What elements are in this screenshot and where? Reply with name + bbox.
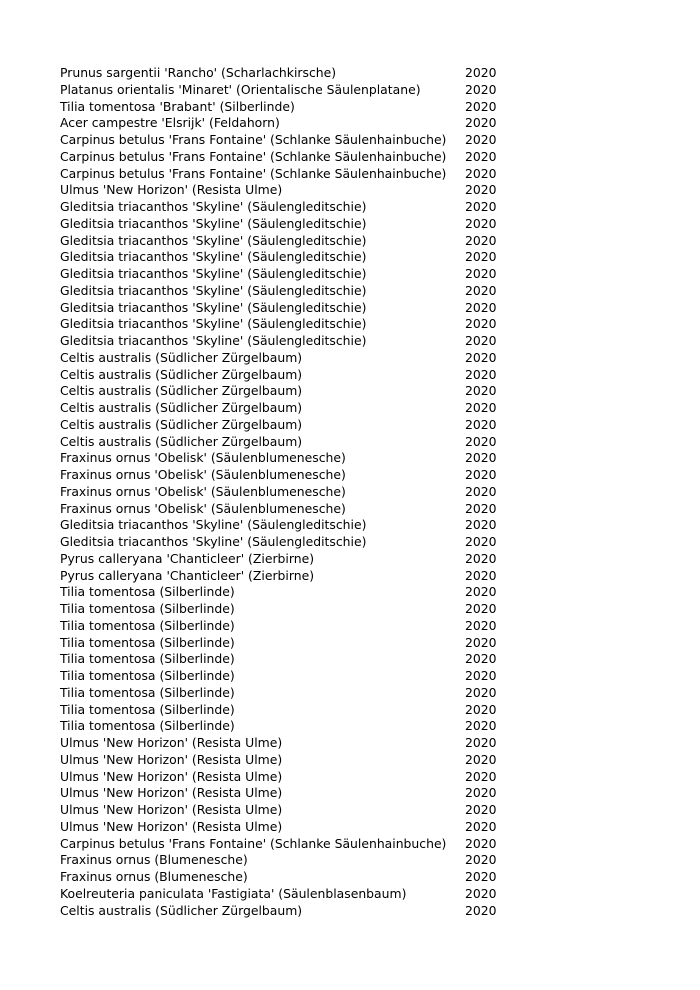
table-row xyxy=(60,434,500,451)
tree-species-name: Tilia tomentosa (Silberlinde) xyxy=(60,668,235,683)
planting-year: 2020 xyxy=(465,869,497,884)
tree-species-name: Gleditsia triacanthos 'Skyline' (Säulengleditschie) xyxy=(60,517,367,533)
table-row xyxy=(60,99,500,116)
table-row xyxy=(60,417,500,434)
planting-year: 2020 xyxy=(465,735,497,750)
tree-species-name: Gleditsia triacanthos 'Skyline' (Säulengleditschie) xyxy=(60,266,367,281)
tree-species-name: Pyrus calleryana 'Chanticleer' (Zierbirne) xyxy=(60,550,315,566)
table-row xyxy=(60,718,500,735)
table-row xyxy=(60,484,500,501)
tree-species-name: Fraxinus ornus (Blumenesche) xyxy=(60,852,248,868)
tree-species-name: Gleditsia triacanthos 'Skyline' (Säulengleditschie) xyxy=(60,299,367,315)
table-row xyxy=(60,584,500,601)
planting-year: 2020 xyxy=(465,802,497,817)
tree-species-name: Fraxinus ornus (Blumenesche) xyxy=(60,869,248,884)
planting-year: 2020 xyxy=(465,416,497,432)
table-row xyxy=(60,283,500,300)
tree-species-name: Ulmus 'New Horizon' (Resista Ulme) xyxy=(60,818,283,834)
table-row xyxy=(60,601,500,618)
planting-year: 2020 xyxy=(465,651,497,667)
table-row xyxy=(60,300,500,317)
tree-species-name: Platanus orientalis 'Minaret' (Orientalische Säulenplatane) xyxy=(60,81,421,97)
table-row xyxy=(60,819,500,836)
planting-year: 2020 xyxy=(465,785,497,801)
planting-year: 2020 xyxy=(465,299,497,315)
table-row xyxy=(60,266,500,283)
tree-species-name: Tilia tomentosa (Silberlinde) xyxy=(60,634,235,650)
table-row xyxy=(60,852,500,869)
table-row xyxy=(60,383,500,400)
table-row xyxy=(60,149,500,166)
table-row xyxy=(60,367,500,384)
tree-species-name: Gleditsia triacanthos 'Skyline' (Säulengleditschie) xyxy=(60,199,367,214)
planting-year: 2020 xyxy=(465,316,497,332)
table-row xyxy=(60,249,500,266)
tree-species-name: Celtis australis (Südlicher Zürgelbaum) xyxy=(60,416,303,432)
tree-species-name: Carpinus betulus 'Frans Fontaine' (Schlanke Säulenhainbuche) xyxy=(60,165,447,181)
planting-year: 2020 xyxy=(465,266,497,281)
tree-species-name: Fraxinus ornus 'Obelisk' (Säulenblumenesche) xyxy=(60,450,346,466)
tree-species-name: Ulmus 'New Horizon' (Resista Ulme) xyxy=(60,751,283,767)
tree-species-name: Tilia tomentosa (Silberlinde) xyxy=(60,584,235,600)
tree-species-name: Ulmus 'New Horizon' (Resista Ulme) xyxy=(60,785,283,801)
table-row xyxy=(60,467,500,484)
tree-species-name: Fraxinus ornus 'Obelisk' (Säulenblumenesche) xyxy=(60,483,346,499)
table-row xyxy=(60,115,500,132)
planting-year: 2020 xyxy=(465,718,497,734)
table-row xyxy=(60,333,500,350)
tree-species-name: Ulmus 'New Horizon' (Resista Ulme) xyxy=(60,735,283,750)
tree-species-name: Tilia tomentosa 'Brabant' (Silberlinde) xyxy=(60,98,295,114)
tree-species-name: Fraxinus ornus 'Obelisk' (Säulenblumenesche) xyxy=(60,500,346,516)
planting-year: 2020 xyxy=(465,684,497,700)
tree-species-name: Carpinus betulus 'Frans Fontaine' (Schlanke Säulenhainbuche) xyxy=(60,132,447,147)
table-row xyxy=(60,517,500,534)
planting-year: 2020 xyxy=(465,617,497,633)
planting-year: 2020 xyxy=(465,852,497,868)
tree-species-name: Celtis australis (Südlicher Zürgelbaum) xyxy=(60,902,303,918)
planting-year: 2020 xyxy=(465,701,497,717)
table-row xyxy=(60,216,500,233)
table-row xyxy=(60,903,500,920)
planting-year: 2020 xyxy=(465,148,497,164)
tree-species-name: Gleditsia triacanthos 'Skyline' (Säulengleditschie) xyxy=(60,282,367,298)
planting-year: 2020 xyxy=(465,232,497,248)
planting-year: 2020 xyxy=(465,550,497,566)
tree-species-name: Tilia tomentosa (Silberlinde) xyxy=(60,718,235,734)
table-row xyxy=(60,82,500,99)
tree-species-name: Pyrus calleryana 'Chanticleer' (Zierbirne) xyxy=(60,567,315,583)
tree-species-name: Ulmus 'New Horizon' (Resista Ulme) xyxy=(60,802,283,817)
planting-year: 2020 xyxy=(465,601,497,616)
tree-species-name: Koelreuteria paniculata 'Fastigiata' (Säulenblasenbaum) xyxy=(60,885,407,901)
planting-year: 2020 xyxy=(465,768,497,784)
table-row xyxy=(60,199,500,216)
tree-list xyxy=(60,65,500,919)
tree-species-name: Gleditsia triacanthos 'Skyline' (Säulengleditschie) xyxy=(60,316,367,332)
tree-species-name: Acer campestre 'Elsrijk' (Feldahorn) xyxy=(60,115,280,131)
planting-year: 2020 xyxy=(465,132,497,147)
tree-species-name: Celtis australis (Südlicher Zürgelbaum) xyxy=(60,383,303,399)
table-row xyxy=(60,551,500,568)
tree-species-name: Carpinus betulus 'Frans Fontaine' (Schlanke Säulenhainbuche) xyxy=(60,148,447,164)
planting-year: 2020 xyxy=(465,282,497,298)
tree-species-name: Tilia tomentosa (Silberlinde) xyxy=(60,617,235,633)
planting-year: 2020 xyxy=(465,668,497,683)
table-row xyxy=(60,132,500,149)
planting-year: 2020 xyxy=(465,115,497,131)
table-row xyxy=(60,702,500,719)
table-row xyxy=(60,233,500,250)
table-row xyxy=(60,166,500,183)
planting-year: 2020 xyxy=(465,98,497,114)
table-row xyxy=(60,568,500,585)
table-row xyxy=(60,316,500,333)
table-row xyxy=(60,350,500,367)
planting-year: 2020 xyxy=(465,249,497,265)
planting-year: 2020 xyxy=(465,500,497,516)
table-row xyxy=(60,501,500,518)
planting-year: 2020 xyxy=(465,383,497,399)
tree-species-name: Celtis australis (Südlicher Zürgelbaum) xyxy=(60,400,303,415)
planting-year: 2020 xyxy=(465,333,497,348)
table-row xyxy=(60,752,500,769)
tree-species-name: Gleditsia triacanthos 'Skyline' (Säulengleditschie) xyxy=(60,249,367,265)
tree-species-name: Celtis australis (Südlicher Zürgelbaum) xyxy=(60,349,303,365)
tree-species-name: Gleditsia triacanthos 'Skyline' (Säulengleditschie) xyxy=(60,534,367,549)
table-row xyxy=(60,450,500,467)
planting-year: 2020 xyxy=(465,751,497,767)
table-row xyxy=(60,802,500,819)
table-row xyxy=(60,668,500,685)
tree-species-name: Tilia tomentosa (Silberlinde) xyxy=(60,651,235,667)
planting-year: 2020 xyxy=(465,483,497,499)
table-row xyxy=(60,635,500,652)
table-row xyxy=(60,886,500,903)
table-row xyxy=(60,869,500,886)
tree-species-name: Celtis australis (Südlicher Zürgelbaum) xyxy=(60,433,303,449)
planting-year: 2020 xyxy=(465,534,497,549)
table-row xyxy=(60,65,500,82)
tree-species-name: Celtis australis (Südlicher Zürgelbaum) xyxy=(60,366,303,382)
tree-species-name: Ulmus 'New Horizon' (Resista Ulme) xyxy=(60,768,283,784)
table-row xyxy=(60,400,500,417)
planting-year: 2020 xyxy=(465,366,497,382)
planting-year: 2020 xyxy=(465,584,497,600)
planting-year: 2020 xyxy=(465,634,497,650)
planting-year: 2020 xyxy=(465,818,497,834)
planting-year: 2020 xyxy=(465,433,497,449)
tree-species-name: Tilia tomentosa (Silberlinde) xyxy=(60,684,235,700)
table-row xyxy=(60,769,500,786)
table-row xyxy=(60,685,500,702)
planting-year: 2020 xyxy=(465,199,497,214)
planting-year: 2020 xyxy=(465,885,497,901)
tree-species-name: Gleditsia triacanthos 'Skyline' (Säulengleditschie) xyxy=(60,333,367,348)
planting-year: 2020 xyxy=(465,835,497,851)
tree-species-name: Fraxinus ornus 'Obelisk' (Säulenblumenesche) xyxy=(60,467,346,482)
table-row xyxy=(60,836,500,853)
table-row xyxy=(60,182,500,199)
tree-species-name: Tilia tomentosa (Silberlinde) xyxy=(60,701,235,717)
table-row xyxy=(60,651,500,668)
planting-year: 2020 xyxy=(465,165,497,181)
planting-year: 2020 xyxy=(465,81,497,97)
planting-year: 2020 xyxy=(465,65,497,80)
tree-species-name: Tilia tomentosa (Silberlinde) xyxy=(60,601,235,616)
planting-year: 2020 xyxy=(465,450,497,466)
tree-species-name: Ulmus 'New Horizon' (Resista Ulme) xyxy=(60,182,283,198)
tree-species-name: Carpinus betulus 'Frans Fontaine' (Schlanke Säulenhainbuche) xyxy=(60,835,447,851)
planting-year: 2020 xyxy=(465,902,497,918)
planting-year: 2020 xyxy=(465,215,497,231)
planting-year: 2020 xyxy=(465,182,497,198)
table-row xyxy=(60,735,500,752)
tree-species-name: Gleditsia triacanthos 'Skyline' (Säulengleditschie) xyxy=(60,232,367,248)
planting-year: 2020 xyxy=(465,567,497,583)
table-row xyxy=(60,534,500,551)
tree-species-name: Gleditsia triacanthos 'Skyline' (Säulengleditschie) xyxy=(60,215,367,231)
table-row xyxy=(60,785,500,802)
tree-species-name: Prunus sargentii 'Rancho' (Scharlachkirsche) xyxy=(60,65,337,80)
planting-year: 2020 xyxy=(465,467,497,482)
planting-year: 2020 xyxy=(465,517,497,533)
planting-year: 2020 xyxy=(465,349,497,365)
planting-year: 2020 xyxy=(465,400,497,415)
table-row xyxy=(60,618,500,635)
